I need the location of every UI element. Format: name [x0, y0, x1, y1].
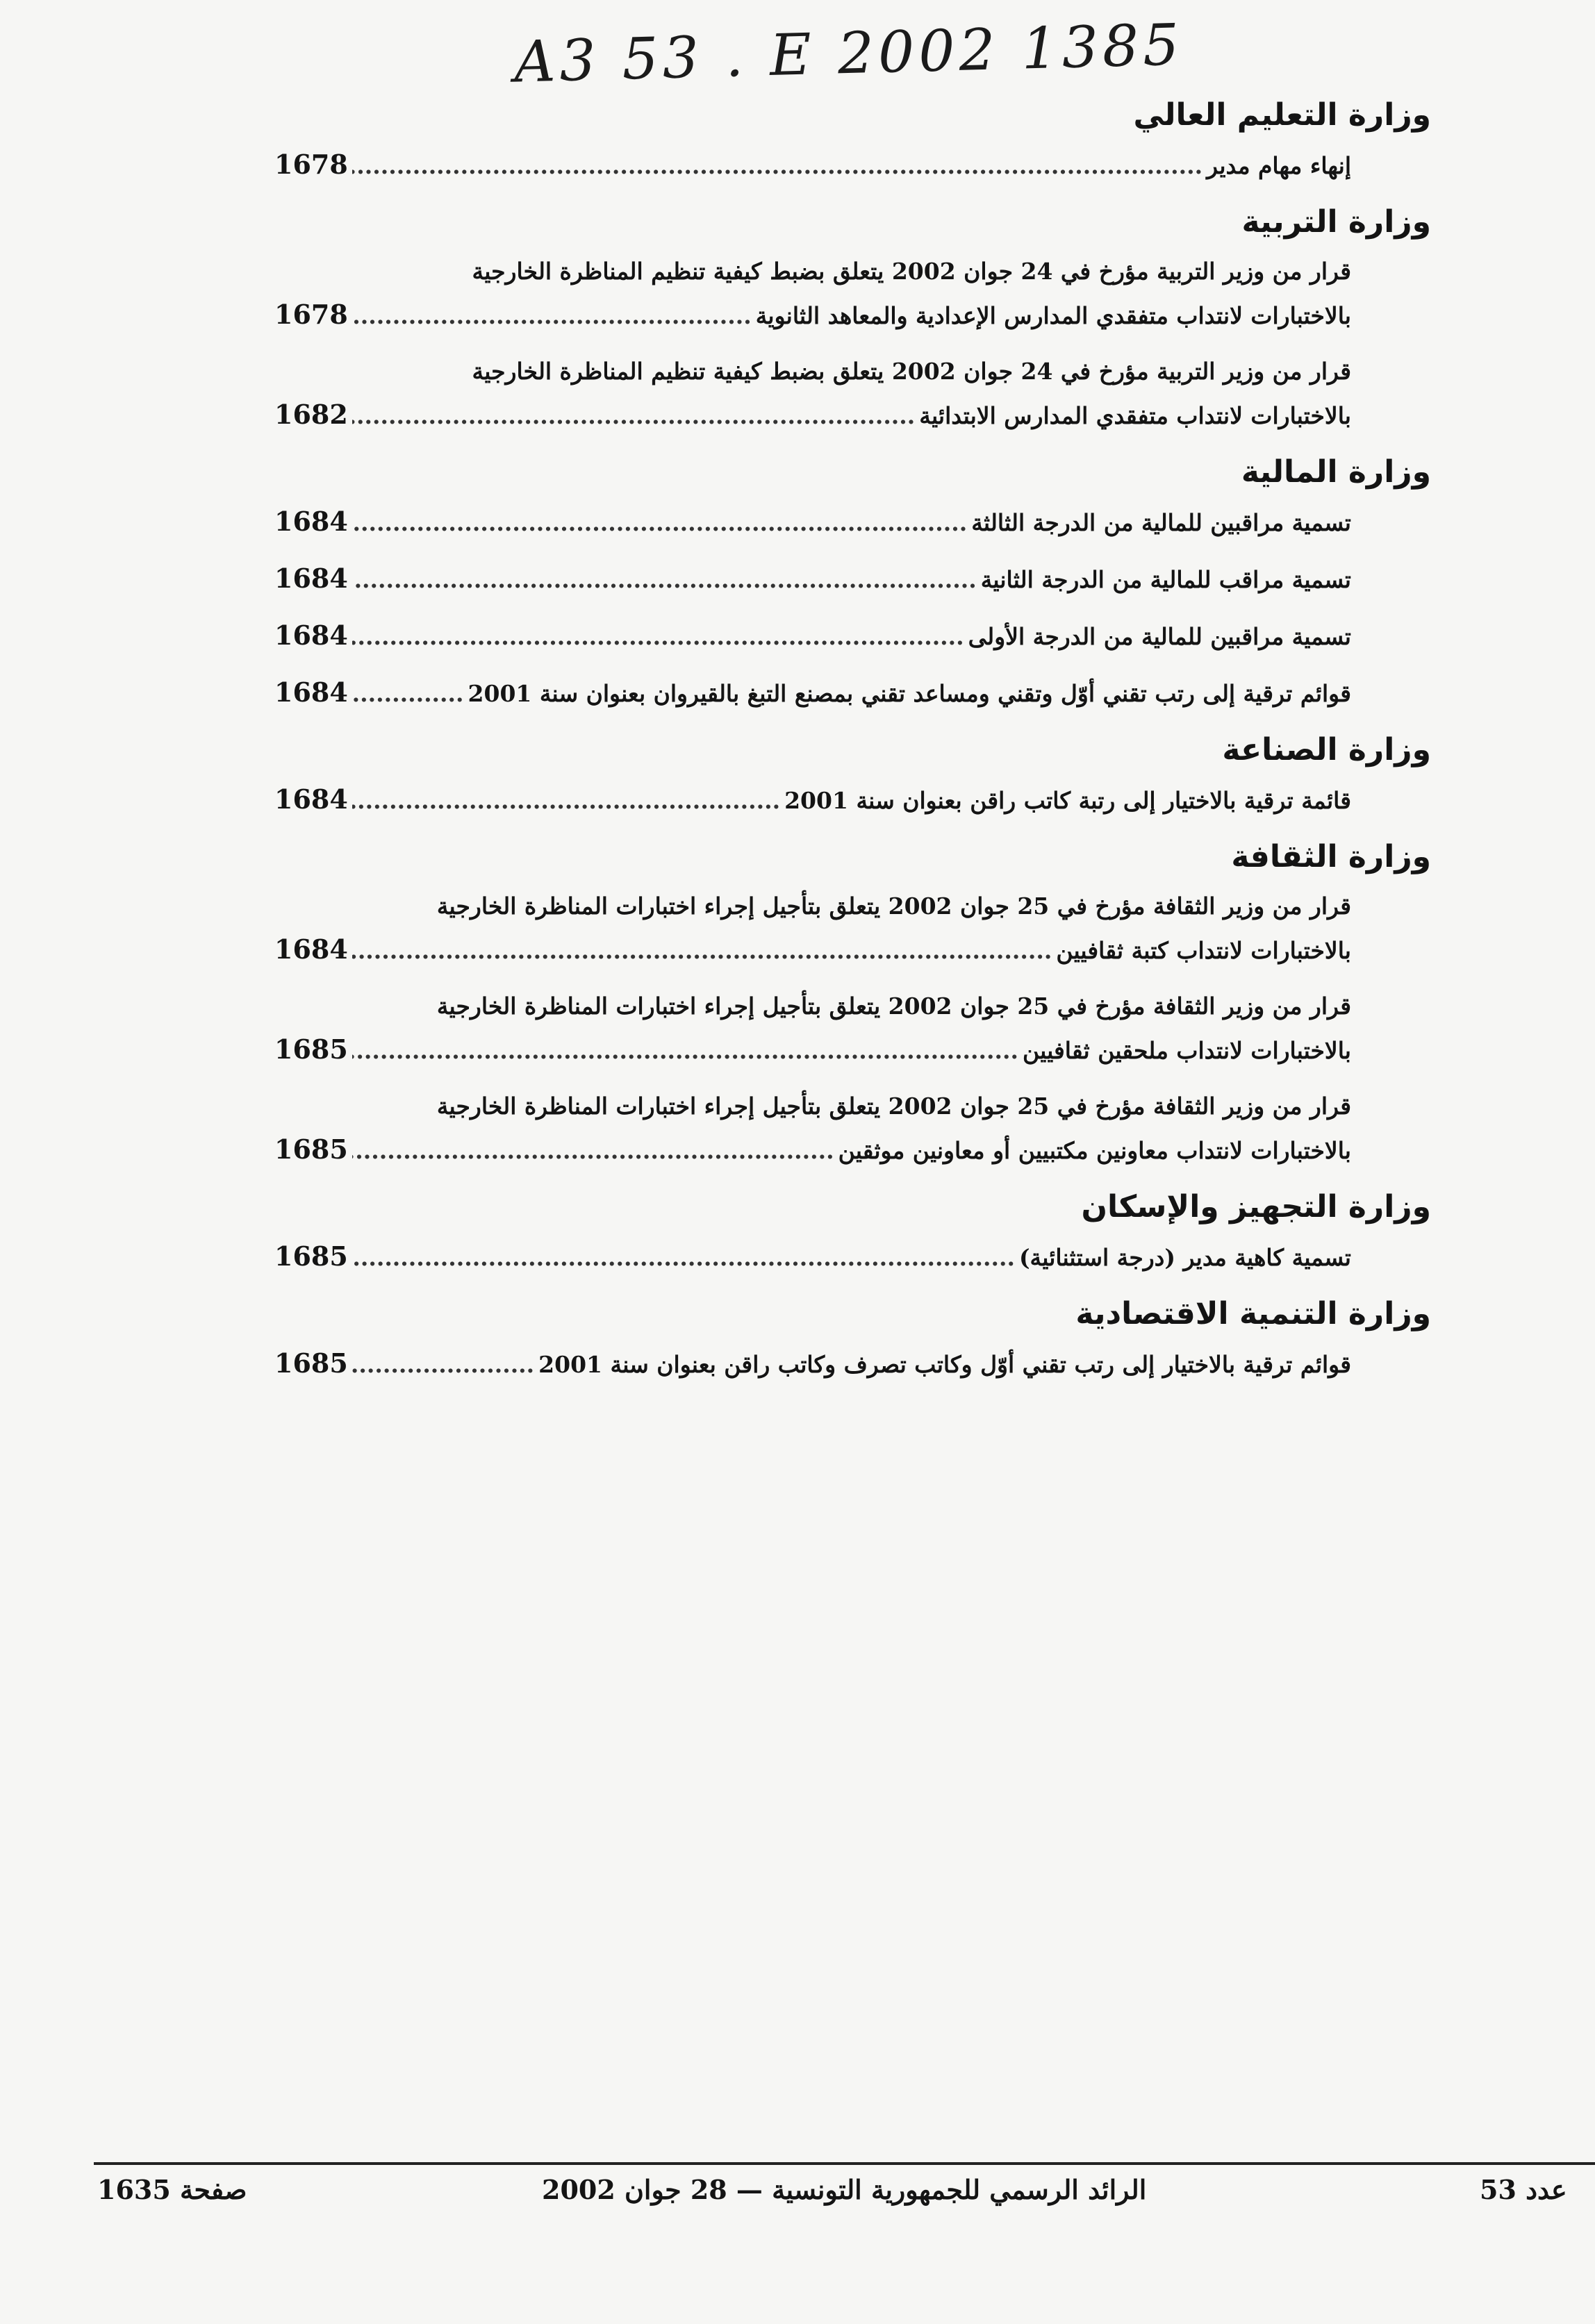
table-of-contents	[274, 83, 1431, 1399]
toc-entry-line	[274, 250, 1351, 293]
toc-section	[274, 1185, 1431, 1279]
dot-leader	[352, 1236, 1015, 1279]
footer-issue-number: عدد 53	[1480, 2174, 1567, 2205]
entry-text: قوائم ترقية بالاختيار إلى رتب تقني أوّل وكاتب تصرف وكاتب راقن بعنوان سنة 2001	[538, 1351, 1351, 1378]
toc-section	[274, 200, 1431, 438]
footer-divider	[94, 2162, 1595, 2165]
toc-entry	[274, 614, 1351, 658]
entry-text: قرار من وزير الثقافة مؤرخ في 25 جوان 2002 يتعلق بتأجيل إجراء اختبارات المناظرة الخارجية	[436, 993, 1351, 1020]
dot-leader	[352, 672, 464, 715]
dot-leader	[352, 1029, 1018, 1072]
toc-entry-line	[274, 293, 1351, 338]
entry-text: قائمة ترقية بالاختيار إلى رتبة كاتب راقن بعنوان سنة 2001	[784, 787, 1351, 814]
dot-leader	[352, 144, 1203, 188]
toc-entry	[274, 250, 1351, 338]
toc-entry-line	[274, 671, 1351, 715]
toc-entry-line	[274, 1028, 1351, 1072]
toc-entry-line	[274, 1342, 1351, 1386]
ministry-heading: وزارة التنمية الاقتصادية	[1075, 1296, 1431, 1331]
toc-section	[274, 93, 1431, 188]
entry-text: قرار من وزير التربية مؤرخ في 24 جوان 2002 يتعلق بضبط كيفية تنظيم المناظرة الخارجية	[472, 258, 1351, 285]
toc-entry	[274, 985, 1351, 1072]
entry-text: بالاختبارات لانتداب متفقدي المدارس الابتدائية	[919, 402, 1351, 429]
ministry-heading: وزارة التربية	[1241, 204, 1431, 240]
entry-page-number: 1684	[274, 677, 348, 708]
entry-text: إنهاء مهام مدير	[1207, 152, 1351, 179]
entry-page-number: 1682	[274, 399, 348, 430]
toc-entry	[274, 557, 1351, 601]
dot-leader	[352, 501, 967, 545]
entry-text: تسمية مراقب للمالية من الدرجة الثانية	[980, 566, 1351, 593]
toc-entry-line	[274, 985, 1351, 1028]
toc-entry	[274, 1235, 1351, 1279]
toc-entry	[274, 500, 1351, 545]
toc-entry-line	[274, 885, 1351, 928]
toc-entry	[274, 671, 1351, 715]
ministry-heading: وزارة الثقافة	[1231, 839, 1431, 874]
entry-page-number: 1678	[274, 149, 348, 180]
dot-leader	[352, 615, 964, 658]
toc-entry-line	[274, 350, 1351, 393]
toc-entry-line	[274, 557, 1351, 601]
entry-text: قرار من وزير التربية مؤرخ في 24 جوان 2002 يتعلق بضبط كيفية تنظيم المناظرة الخارجية	[472, 358, 1351, 385]
dot-leader	[352, 1343, 534, 1386]
dot-leader	[352, 558, 977, 601]
entry-text: بالاختبارات لانتداب كتبة ثقافيين	[1056, 937, 1351, 964]
entry-page-number: 1684	[274, 506, 348, 537]
footer-journal-title: الرائد الرسمي للجمهورية التونسية — 28 جوان 2002	[542, 2174, 1147, 2205]
toc-entry-line	[274, 500, 1351, 545]
toc-entry-line	[274, 1128, 1351, 1172]
entry-page-number: 1685	[274, 1034, 348, 1065]
entry-page-number: 1685	[274, 1240, 348, 1272]
toc-entry	[274, 350, 1351, 438]
ministry-heading: وزارة الصناعة	[1222, 732, 1431, 767]
toc-section	[274, 835, 1431, 1172]
entry-page-number: 1684	[274, 783, 348, 815]
entry-text: قرار من وزير الثقافة مؤرخ في 25 جوان 2002 يتعلق بتأجيل إجراء اختبارات المناظرة الخارجية	[436, 1093, 1351, 1120]
toc-section	[274, 728, 1431, 822]
entry-page-number: 1685	[274, 1134, 348, 1165]
toc-entry-line	[274, 778, 1351, 822]
toc-entry	[274, 778, 1351, 822]
ministry-heading: وزارة التجهيز والإسكان	[1081, 1189, 1431, 1225]
dot-leader	[352, 929, 1052, 972]
handwritten-note: A3 53 . E 2002 1385	[513, 12, 1184, 96]
dot-leader	[352, 294, 752, 338]
dot-leader	[352, 779, 780, 822]
toc-entry	[274, 1085, 1351, 1172]
entry-page-number: 1684	[274, 563, 348, 594]
toc-section	[274, 1292, 1431, 1386]
entry-text: بالاختبارات لانتداب معاونين مكتبيين أو معاونين موثقين	[838, 1137, 1351, 1164]
footer-page-number: صفحة 1635	[97, 2174, 247, 2205]
toc-entry-line	[274, 928, 1351, 972]
toc-entry-line	[274, 393, 1351, 438]
toc-entry-line	[274, 1235, 1351, 1279]
toc-entry	[274, 1342, 1351, 1386]
entry-page-number: 1678	[274, 299, 348, 330]
entry-text: قوائم ترقية إلى رتب تقني أوّل وتقني ومساعد تقني بمصنع التبغ بالقيروان بعنوان سنة 2001	[468, 680, 1351, 707]
toc-entry-line	[274, 1085, 1351, 1128]
ministry-heading: وزارة التعليم العالي	[1133, 97, 1431, 133]
toc-entry-line	[274, 143, 1351, 188]
toc-section	[274, 450, 1431, 715]
entry-text: تسمية كاهية مدير (درجة استثنائية)	[1018, 1244, 1351, 1271]
entry-text: قرار من وزير الثقافة مؤرخ في 25 جوان 2002 يتعلق بتأجيل إجراء اختبارات المناظرة الخارجية	[436, 893, 1351, 920]
entry-text: بالاختبارات لانتداب متفقدي المدارس الإعدادية والمعاهد الثانوية	[755, 302, 1351, 329]
dot-leader	[352, 395, 916, 438]
toc-entry	[274, 885, 1351, 972]
entry-page-number: 1684	[274, 933, 348, 965]
entry-text: تسمية مراقبين للمالية من الدرجة الأولى	[968, 623, 1351, 650]
toc-entry-line	[274, 614, 1351, 658]
entry-text: تسمية مراقبين للمالية من الدرجة الثالثة	[971, 509, 1351, 536]
entry-text: بالاختبارات لانتداب ملحقين ثقافيين	[1022, 1037, 1351, 1064]
dot-leader	[352, 1129, 834, 1172]
entry-page-number: 1685	[274, 1347, 348, 1379]
toc-entry	[274, 143, 1351, 188]
ministry-heading: وزارة المالية	[1241, 454, 1431, 490]
entry-page-number: 1684	[274, 620, 348, 651]
